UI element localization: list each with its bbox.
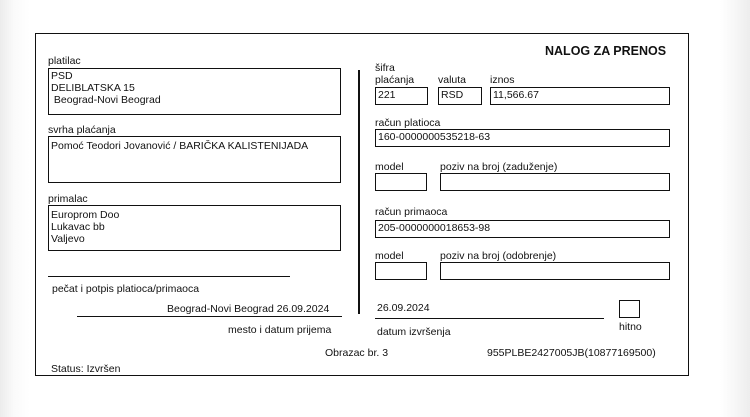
execution-date-label: datum izvršenja — [377, 326, 451, 338]
place-date-label: mesto i datum prijema — [228, 324, 332, 336]
recipient-account-label: račun primaoca — [375, 206, 448, 218]
payer-account-label: račun platioca — [375, 117, 441, 129]
payer-account-value: 160-0000000535218-63 — [378, 131, 491, 143]
form-title: NALOG ZA PRENOS — [545, 44, 667, 58]
code-label-line-1: šifra — [375, 62, 395, 74]
payer-line-3: Beograd-Novi Beograd — [51, 94, 161, 106]
payer-line-2: DELIBLATSKA 15 — [51, 82, 135, 94]
recipient-line-1: Europrom Doo — [51, 209, 120, 221]
execution-date-line — [375, 318, 604, 319]
model-label-1: model — [375, 161, 404, 173]
currency-value: RSD — [441, 89, 464, 101]
recipient-line-3: Valjevo — [51, 233, 85, 245]
execution-date-value: 26.09.2024 — [377, 302, 430, 314]
currency-label: valuta — [438, 74, 467, 86]
place-date-value: Beograd-Novi Beograd 26.09.2024 — [167, 303, 330, 315]
recipient-box — [48, 205, 341, 251]
column-divider — [358, 70, 360, 314]
transaction-id: 955PLBE2427005JB(10877169500) — [487, 347, 656, 359]
currency-box — [438, 87, 482, 105]
payer-account-box — [375, 129, 670, 147]
code-value: 221 — [378, 89, 396, 101]
model-box-1 — [375, 173, 427, 191]
model-label-2: model — [375, 250, 404, 262]
purpose-value: Pomoć Teodori Jovanović / BARIČKA KALISTENIJADA — [51, 140, 309, 152]
stamp-label: pečat i potpis platioca/primaoca — [52, 283, 200, 295]
ref-debit-box — [440, 173, 670, 191]
payer-label: platilac — [48, 55, 81, 67]
ref-credit-box — [440, 262, 670, 280]
ref-credit-label: poziv na broj (odobrenje) — [440, 250, 557, 262]
urgent-label: hitno — [619, 321, 642, 333]
recipient-label: primalac — [48, 193, 88, 205]
ref-debit-label: poziv na broj (zaduženje) — [440, 161, 558, 173]
amount-label: iznos — [490, 74, 515, 86]
payment-order-form — [35, 33, 689, 376]
code-label-line-2: plaćanja — [375, 74, 415, 86]
recipient-account-value: 205-0000000018653-98 — [378, 222, 491, 234]
urgent-checkbox — [619, 300, 640, 318]
purpose-box — [48, 136, 341, 183]
recipient-account-box — [375, 220, 670, 238]
purpose-label: svrha plaćanja — [48, 124, 116, 136]
amount-value: 11,566.67 — [493, 89, 539, 101]
status-text: Status: Izvršen — [51, 363, 121, 375]
recipient-line-2: Lukavac bb — [51, 221, 105, 233]
place-date-line — [77, 316, 342, 317]
amount-box — [490, 87, 670, 105]
form-number: Obrazac br. 3 — [325, 347, 389, 359]
signature-line — [48, 276, 290, 277]
code-box — [375, 87, 428, 105]
payer-box — [48, 68, 341, 115]
payer-line-1: PSD — [51, 70, 73, 82]
model-box-2 — [375, 262, 427, 280]
